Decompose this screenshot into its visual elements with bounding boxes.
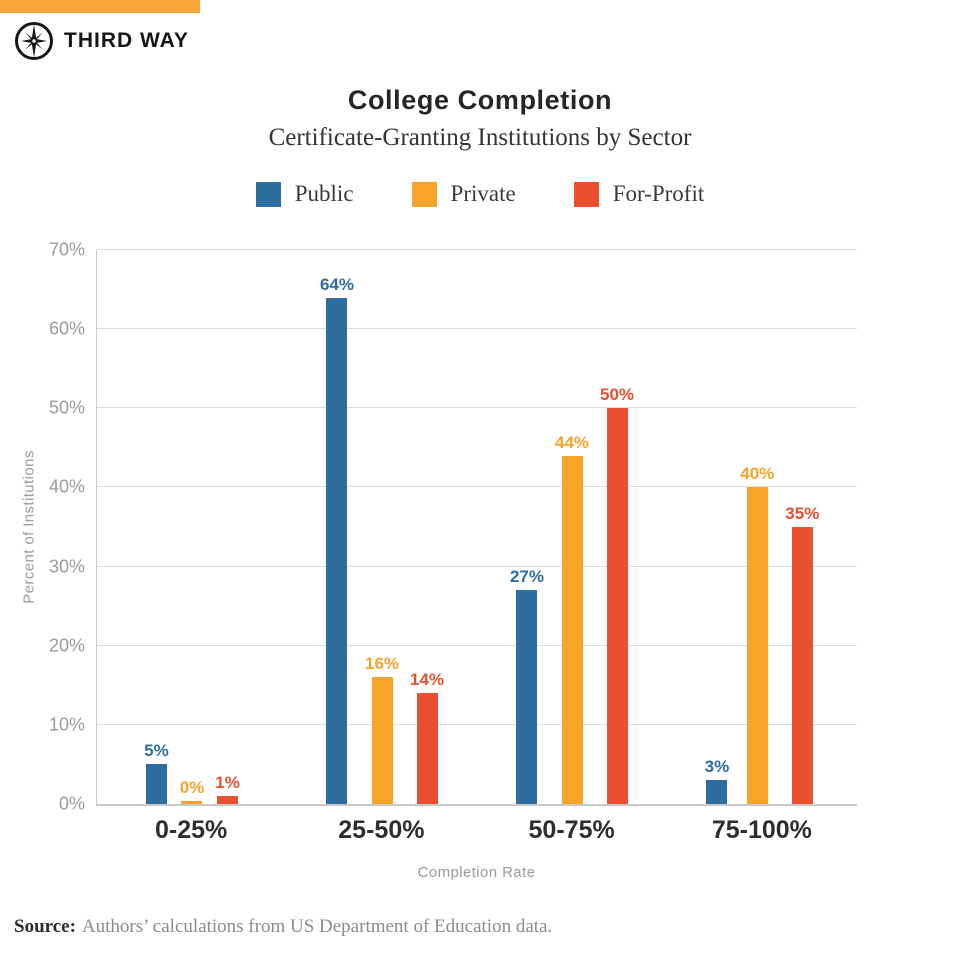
legend-label: For-Profit — [612, 181, 705, 206]
bar-group-75-100- — [667, 250, 857, 804]
bar-value-label: 0% — [179, 778, 205, 797]
bar-value-label: 14% — [410, 670, 445, 690]
bar-for-profit-50-75- — [607, 408, 628, 804]
bar-for-profit-75-100- — [792, 527, 813, 804]
bar-slot-public — [320, 250, 354, 804]
bar-value-label: 5% — [144, 741, 169, 761]
bar-value-label: 27% — [509, 567, 544, 587]
compass-star-icon — [14, 21, 54, 61]
chart-title: College Completion — [347, 85, 613, 115]
y-tick-label: 10% — [48, 714, 85, 735]
x-axis-title: Completion Rate — [417, 864, 536, 881]
bar-slot-public — [510, 250, 544, 804]
bar-value-label: 3% — [704, 757, 730, 777]
legend-swatch-public — [256, 182, 281, 207]
bar-value-label: 44% — [554, 432, 590, 452]
bar-groups — [97, 250, 857, 804]
bar-value-label: 35% — [785, 504, 820, 523]
bar-public-0-25- — [146, 764, 167, 804]
bar-private-75-100- — [747, 487, 768, 804]
y-tick-label: 30% — [48, 556, 85, 577]
legend-swatch-for-profit — [574, 182, 599, 207]
y-axis-title: Percent of Institutions — [20, 450, 38, 604]
source-text: Authors’ calculations from US Department of Education data. — [81, 916, 553, 937]
x-category-label-25-50-: 25-50% — [338, 816, 425, 844]
legend-label: Public — [294, 181, 354, 206]
bar-slot-private — [555, 250, 589, 804]
legend-label: Private — [450, 181, 516, 206]
bar-private-25-50- — [372, 677, 393, 804]
bar-private-50-75- — [562, 456, 583, 804]
source-note — [14, 916, 552, 938]
bar-slot-public — [705, 250, 730, 804]
x-category-label-0-25-: 0-25% — [154, 816, 228, 844]
bar-value-label: 40% — [740, 464, 775, 484]
bar-slot-for-profit — [410, 250, 444, 804]
legend-swatch-private — [412, 182, 437, 207]
bar-for-profit-0-25- — [217, 796, 238, 804]
chart-subtitle: Certificate-Granting Institutions by Sector — [268, 124, 692, 151]
bar-public-25-50- — [326, 298, 347, 805]
bar-value-label: 50% — [600, 385, 635, 405]
y-tick-label: 20% — [48, 635, 85, 656]
y-tick-label: 0% — [58, 793, 85, 814]
y-tick-label: 40% — [48, 476, 85, 497]
bar-slot-for-profit — [600, 250, 634, 804]
x-axis-category-labels — [96, 816, 857, 845]
brand-name: THIRD WAY — [64, 29, 189, 52]
legend-item-private — [412, 181, 516, 207]
plot-area — [20, 239, 857, 814]
x-category-label-75-100-: 75-100% — [711, 816, 812, 844]
legend-item-public — [256, 181, 354, 207]
bar-slot-private — [180, 250, 205, 804]
source-label: Source: — [14, 916, 76, 937]
bar-public-75-100- — [706, 780, 727, 804]
x-category-label-50-75-: 50-75% — [528, 816, 615, 844]
bar-value-label: 1% — [215, 773, 240, 793]
bar-slot-private — [740, 250, 774, 804]
brand-accent-bar — [0, 0, 200, 13]
y-tick-label: 50% — [48, 397, 85, 418]
legend-item-for-profit — [574, 181, 705, 207]
legend — [0, 181, 960, 207]
bar-slot-private — [365, 250, 399, 804]
bar-slot-for-profit — [215, 250, 240, 804]
bar-group-25-50- — [287, 250, 477, 804]
bar-slot-public — [144, 250, 169, 804]
bar-group-0-25- — [97, 250, 287, 804]
bar-value-label: 16% — [364, 654, 400, 674]
bar-slot-for-profit — [785, 250, 819, 804]
bar-group-50-75- — [477, 250, 667, 804]
brand-logo-row — [14, 21, 189, 61]
y-tick-label: 60% — [48, 318, 85, 339]
bar-private-0-25- — [181, 801, 202, 804]
y-tick-label: 70% — [48, 239, 85, 260]
bar-public-50-75- — [516, 590, 537, 804]
bar-for-profit-25-50- — [417, 693, 438, 804]
bar-value-label: 64% — [319, 274, 354, 294]
